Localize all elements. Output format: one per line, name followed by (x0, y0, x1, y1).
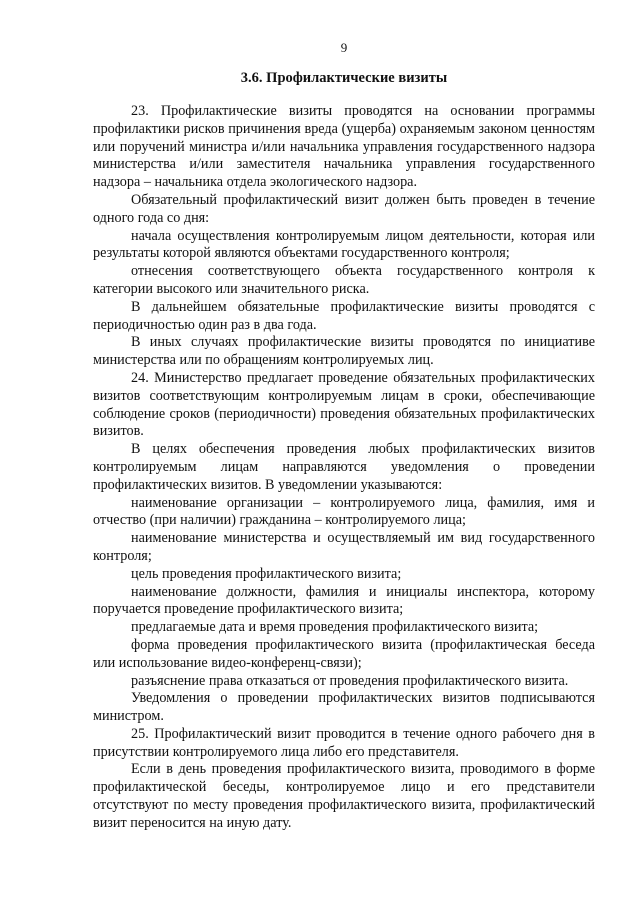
paragraph-notifications: В целях обеспечения проведения любых профилактических визитов контролируемым лицам направляются уведомления о проведении профилактических визитов. В уведомлении указываются: (93, 441, 595, 493)
document-body (93, 103, 595, 833)
paragraph-23: 23. Профилактические визиты проводятся на основании программы профилактики рисков причинения вреда (ущерба) охраняемым законом ценностям или поручений министра и/или начальника управления государственного надзора министерства и/или заместителя начальника управления государственного надзора – начальника отдела экологического надзора. (93, 103, 595, 191)
paragraph-24: 24. Министерство предлагает проведение обязательных профилактических визитов соответствующим контролируемым лицам в сроки, обеспечивающие соблюдение сроков (периодичности) проведения обязательных профилактических визитов. (93, 369, 595, 440)
list-item-date-time: предлагаемые дата и время проведения профилактического визита; (131, 619, 539, 636)
list-item-visit-purpose: цель проведения профилактического визита; (131, 565, 402, 582)
list-item-activity-start: начала осуществления контролируемым лицом деятельности, которая или результаты которой являются объектами государственного контроля; (93, 227, 595, 262)
paragraph-other-cases: В иных случаях профилактические визиты проводятся по инициативе министерства или по обращениям контролируемых лиц. (93, 334, 595, 369)
section-title: 3.6. Профилактические визиты (240, 70, 448, 86)
paragraph-periodicity: В дальнейшем обязательные профилактические визиты проводятся с периодичностью один раз в два года. (93, 298, 595, 333)
paragraph-25: 25. Профилактический визит проводится в течение одного рабочего дня в присутствии контролируемого лица либо его представителя. (93, 725, 595, 760)
page-number: 9 (340, 40, 348, 55)
list-item-visit-form: форма проведения профилактического визита (профилактическая беседа или использование видео-конференц-связи); (93, 636, 595, 671)
list-item-organization-name: наименование организации – контролируемого лица, фамилия, имя и отчество (при наличии) гражданина – контролируемого лица; (93, 494, 595, 529)
list-item-right-to-refuse: разъяснение права отказаться от проведения профилактического визита. (131, 672, 569, 689)
paragraph-signed-by-minister: Уведомления о проведении профилактических визитов подписываются министром. (93, 690, 595, 725)
paragraph-mandatory-visit: Обязательный профилактический визит должен быть проведен в течение одного года со дня: (93, 191, 595, 226)
document-page (93, 0, 595, 905)
paragraph-rescheduling: Если в день проведения профилактического визита, проводимого в форме профилактической беседы, контролируемое лицо и его представители отсутствуют по месту проведения профилактического визита, профилактический визит переносится на иную дату. (93, 761, 595, 831)
list-item-risk-category: отнесения соответствующего объекта государственного контроля к категории высокого или значительного риска. (93, 263, 595, 297)
list-item-ministry-name: наименование министерства и осуществляемый им вид государственного контроля; (93, 530, 595, 564)
list-item-inspector: наименование должности, фамилия и инициалы инспектора, которому поручается проведение профилактического визита; (93, 583, 595, 618)
